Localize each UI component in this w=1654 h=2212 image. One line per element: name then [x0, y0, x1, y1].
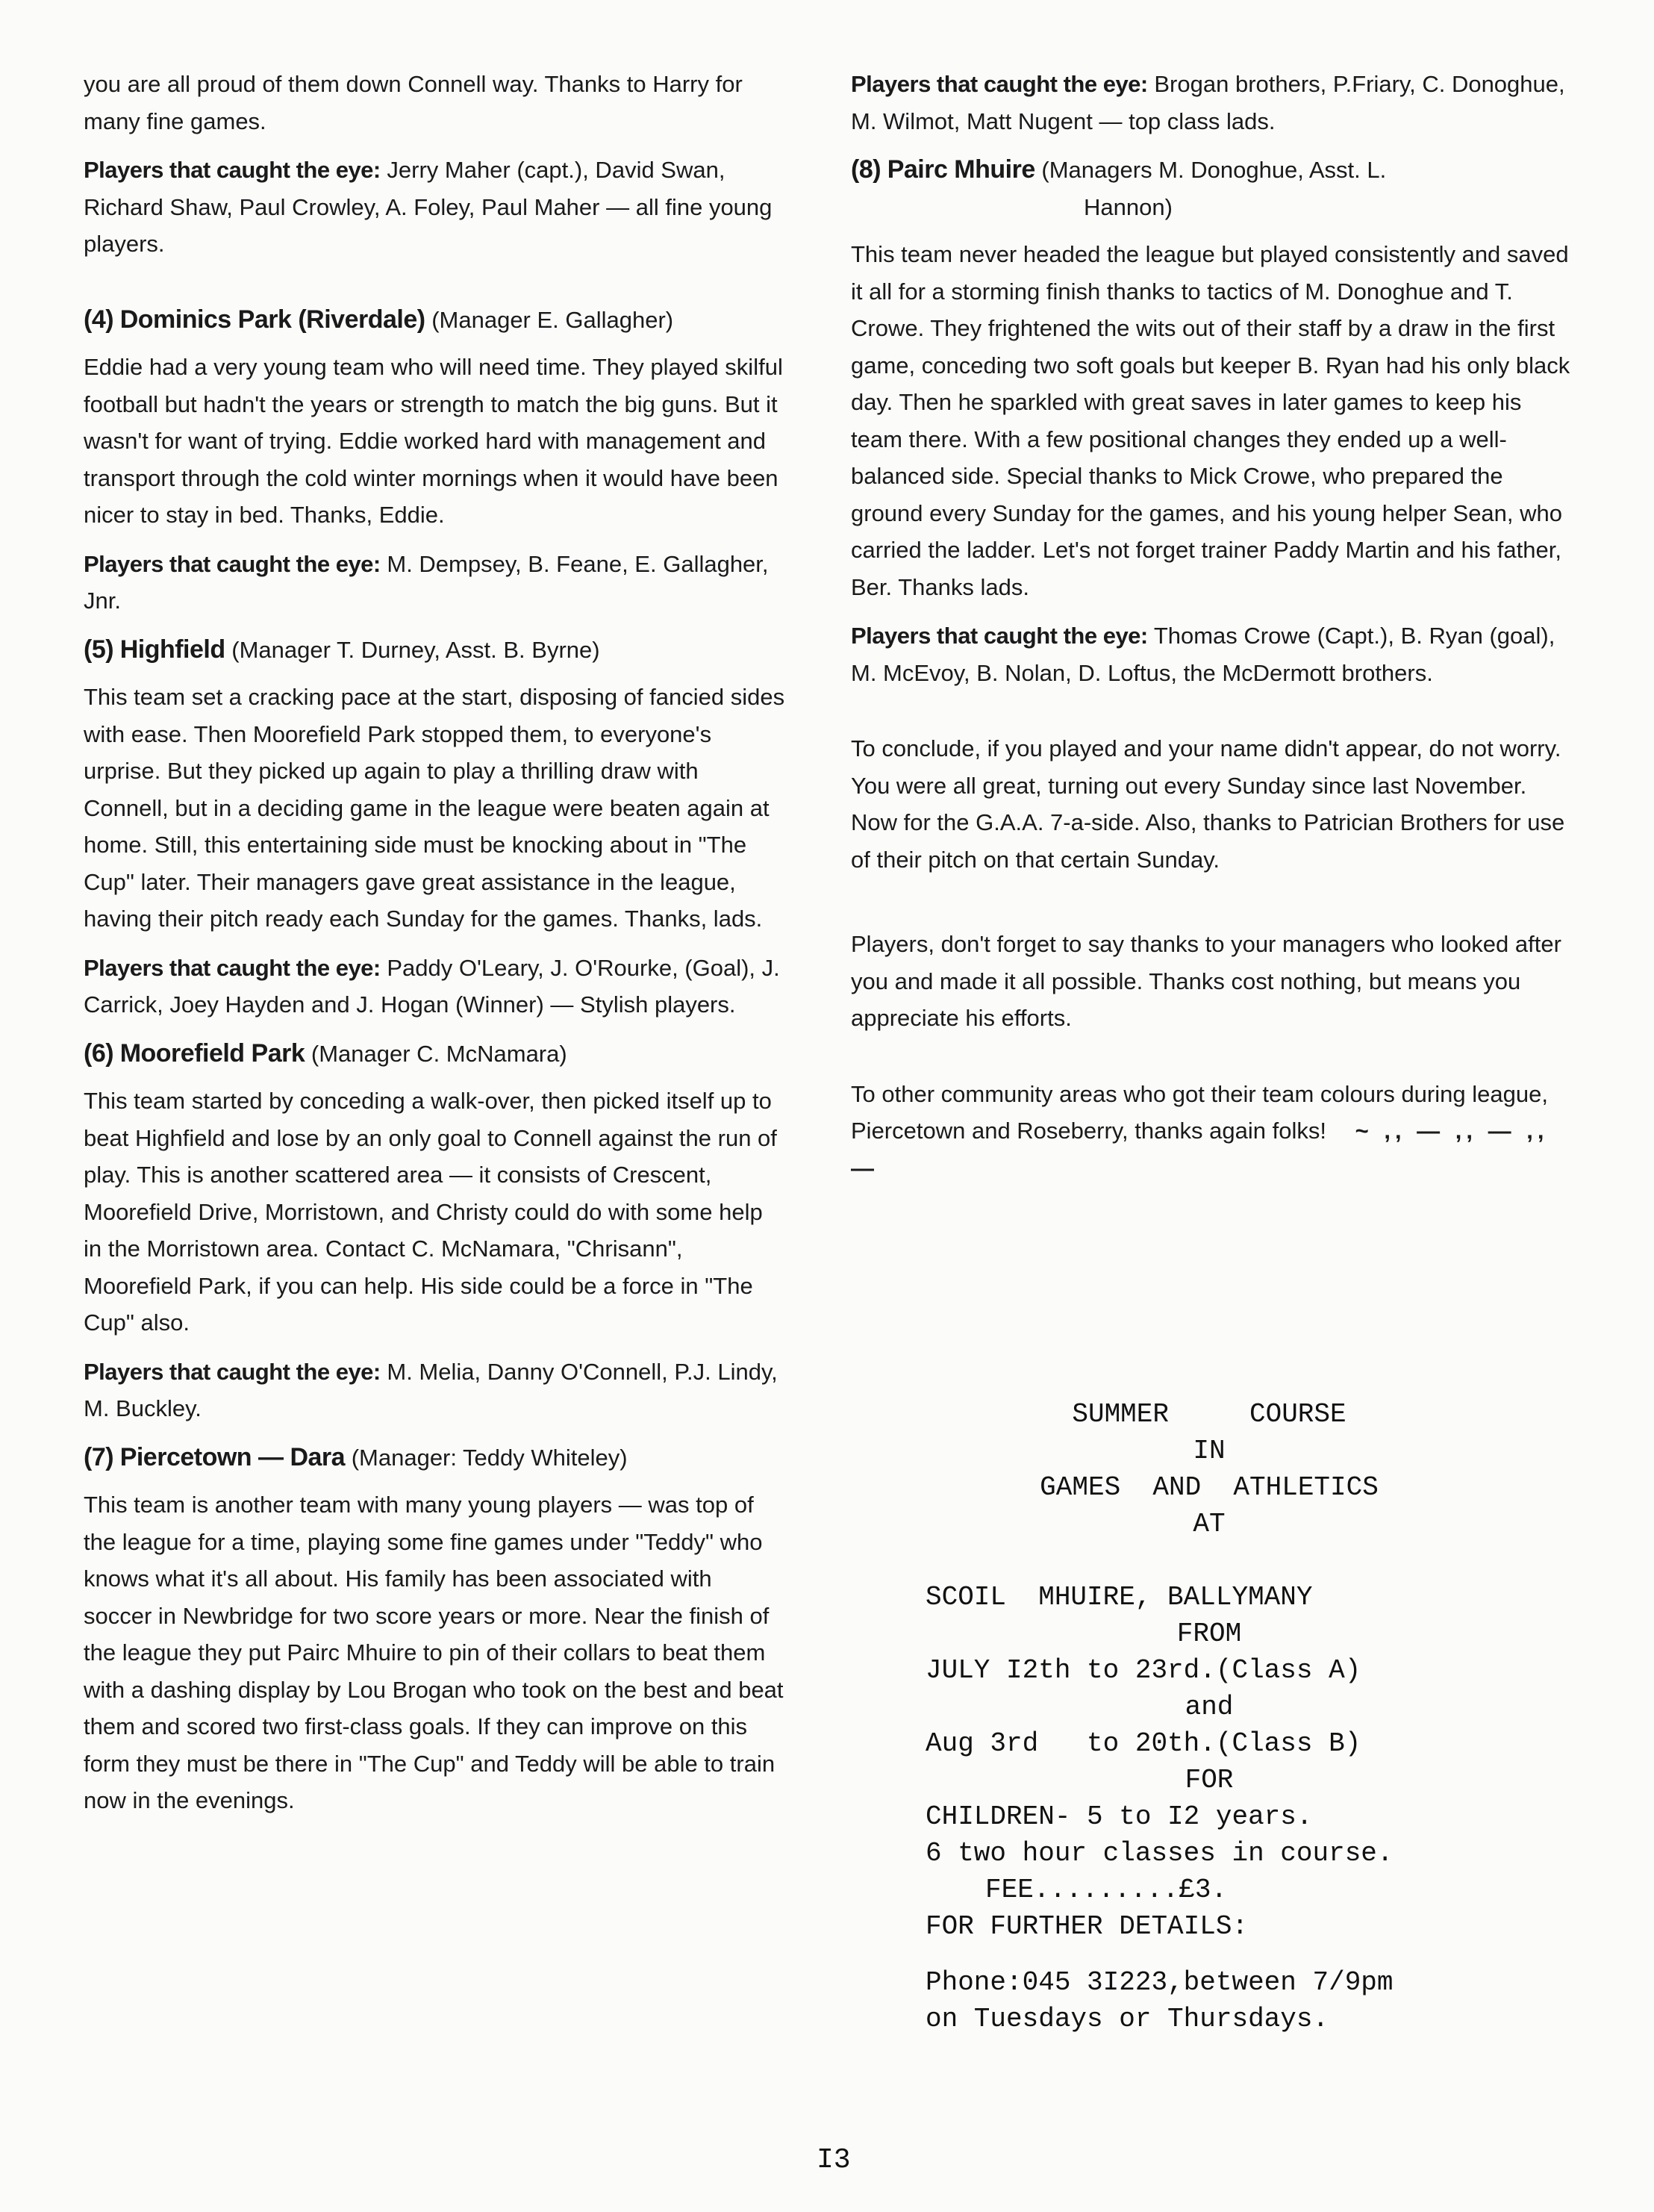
spacer — [851, 890, 1575, 926]
section-name: Moorefield Park — [119, 1038, 305, 1068]
players-label: Players that caught the eye: — [84, 157, 381, 183]
players-list: M. Melia, Danny O'Connell, P.J. Lindy, M. Buckley. — [84, 1358, 778, 1421]
section-8-players — [851, 617, 1575, 691]
notice-days: on Tuesdays or Thursdays. — [926, 2004, 1329, 2034]
notice-classes: 6 two hour classes in course. — [926, 1838, 1394, 1869]
players-list: M. Dempsey, B. Feane, E. Gallagher, Jnr. — [84, 550, 769, 614]
section-7-players — [851, 66, 1575, 140]
notice-line: and — [1185, 1692, 1234, 1722]
section-manager: (Manager C. McNamara) — [310, 1040, 567, 1067]
section-5-body: This team set a cracking pace at the start, disposing of fancied sides with ease. Then Moorefield Park stopped them, to everyone's urprise. But they picked up again to play a thrilling draw with Connell, but in a deciding game in the league were beaten again at home. Still, this entertaining side must be knocking about in "The Cup" later. Their managers gave great assistance in the league, having their pitch ready each Sunday for the games. Thanks, lads. — [84, 684, 785, 932]
spacer — [851, 1049, 1575, 1076]
right-column — [851, 66, 1575, 1198]
spacer — [926, 1542, 1493, 1579]
section-name: Dominics Park (Riverdale) — [119, 305, 425, 334]
spacer — [926, 1945, 1493, 1964]
section-5-heading — [84, 632, 785, 669]
players-list: Jerry Maher (capt.), David Swan, Richard Shaw, Paul Crowley, A. Foley, Paul Maher — all fine young players. — [84, 157, 773, 257]
players-label: Players that caught the eye: — [84, 550, 381, 577]
section-6-body: This team started by conceding a walk-over, then picked itself up to beat Highfield and lose by an only goal to Connell against the run of play. This is another scattered area — it consists of Crescent, Moorefield Drive, Morristown, and Christy could do with some help in the Morristown area. Contact C. McNamara, "Chrisann", Moorefield Park, if you can help. His side could be a force in "The Cup" also. — [84, 1088, 777, 1336]
community-text: To other community areas who got their team colours during league, Piercetown and Roseberry, thanks again folks! — [851, 1080, 1548, 1144]
section-manager: (Manager T. Durney, Asst. B. Byrne) — [231, 636, 600, 663]
spacer — [851, 703, 1575, 730]
section-manager: (Manager: Teddy Whiteley) — [351, 1444, 628, 1471]
community-paragraph — [851, 1076, 1575, 1187]
section-name: Piercetown — Dara — [119, 1442, 346, 1471]
conclusion-paragraph: To conclude, if you played and your name didn't appear, do not worry. You were all great, turning out every Sunday since last November. Now for the G.A.A. 7-a-side. Also, thanks to Patrician Brothers for use of their pitch on that certain Sunday. — [851, 735, 1565, 873]
spacer — [84, 275, 785, 302]
page-number: I3 — [817, 2144, 851, 2176]
section-number: (5) — [84, 635, 114, 664]
section-6-players — [84, 1353, 785, 1427]
players-label: Players that caught the eye: — [84, 1358, 381, 1385]
thanks-paragraph: Players, don't forget to say thanks to your managers who looked after you and made it all possible. Thanks cost nothing, but means you appreciate his efforts. — [851, 931, 1561, 1031]
notice-fee: FEE.........£3. — [985, 1875, 1228, 1905]
players-list: Thomas Crowe (Capt.), B. Ryan (goal), M. McEvoy, B. Nolan, D. Loftus, the McDermott brothers. — [851, 623, 1555, 686]
players-label: Players that caught the eye: — [84, 954, 381, 981]
notice-details: FOR FURTHER DETAILS: — [926, 1911, 1249, 1942]
section-6-heading — [84, 1035, 785, 1073]
notice-venue: SCOIL MHUIRE, BALLYMANY — [926, 1582, 1313, 1613]
notice-title: SUMMER COURSE — [1072, 1399, 1346, 1430]
section-4-heading — [84, 302, 785, 339]
notice-line: IN — [1193, 1436, 1226, 1466]
players-label: Players that caught the eye: — [851, 71, 1148, 97]
players-list: Brogan brothers, P.Friary, C. Donoghue, M. Wilmot, Matt Nugent — top class lads. — [851, 71, 1565, 134]
section-number: (8) — [851, 155, 881, 184]
section-5-players — [84, 950, 785, 1024]
notice-dates-a: JULY I2th to 23rd.(Class A) — [926, 1655, 1361, 1686]
notice-dates-b: Aug 3rd to 20th.(Class B) — [926, 1728, 1361, 1759]
players-label: Players that caught the eye: — [851, 623, 1148, 649]
section-number: (6) — [84, 1038, 114, 1068]
notice-line: FOR — [1185, 1765, 1234, 1795]
section-name: Pairc Mhuire — [887, 155, 1035, 184]
intro-players — [84, 152, 785, 263]
left-column — [84, 66, 785, 1831]
notice-ages: CHILDREN- 5 to I2 years. — [926, 1801, 1313, 1832]
section-number: (4) — [84, 305, 114, 334]
intro-paragraph: you are all proud of them down Connell way. Thanks to Harry for many fine games. — [84, 71, 743, 134]
section-8-body: This team never headed the league but played consistently and saved it all for a storming finish thanks to tactics of M. Donoghue and T. Crowe. They frightened the wits out of their staff by a draw in the first game, conceding two soft goals but keeper B. Ryan had his only black day. Then he sparkled with great saves in later games to keep his team there. With a few positional changes they ended up a well-balanced side. Special thanks to Mick Crowe, who prepared the ground every Sunday for the games, and his young helper Sean, who carried the ladder. Let's not forget trainer Paddy Martin and his father, Ber. Thanks lads. — [851, 241, 1570, 600]
section-8-heading — [851, 152, 1575, 225]
players-list: Paddy O'Leary, J. O'Rourke, (Goal), J. Carrick, Joey Hayden and J. Hogan (Winner) — Stylish players. — [84, 954, 780, 1018]
section-4-players — [84, 546, 785, 620]
section-7-body: This team is another team with many young players — was top of the league for a time, playing some fine games under "Teddy" who knows what it's all about. His family has been associated with soccer in Newbridge for two score years or more. Near the finish of the league they put Pairc Mhuire to pin of their collars to beat them with a dashing display by Lou Brogan who took on the best and beat them and scored two first-class goals. If they can improve on this form they must be there in "The Cup" and Teddy will be able to train now in the evenings. — [84, 1492, 784, 1813]
summer-course-notice — [926, 1396, 1493, 2037]
section-manager: (Managers M. Donoghue, Asst. L. — [1041, 157, 1387, 183]
divider-squiggle: ~ ,, — ,, — ,, — — [851, 1118, 1549, 1181]
notice-phone: Phone:045 3I223,between 7/9pm — [926, 1967, 1394, 1998]
section-7-heading — [84, 1439, 785, 1477]
section-manager: (Manager E. Gallagher) — [431, 306, 674, 333]
notice-line: GAMES AND ATHLETICS — [1040, 1472, 1379, 1503]
section-4-body: Eddie had a very young team who will need time. They played skilful football but hadn't the years or strength to match the big guns. But it wasn't for want of trying. Eddie worked hard with management and transport through the cold winter mornings when it would have been nicer to stay in bed. Thanks, Eddie. — [84, 354, 783, 528]
section-number: (7) — [84, 1442, 114, 1471]
notice-line: AT — [1193, 1509, 1226, 1539]
section-manager-continued: Hannon) — [1084, 193, 1173, 220]
notice-line: FROM — [1176, 1619, 1242, 1649]
section-name: Highfield — [119, 635, 225, 664]
